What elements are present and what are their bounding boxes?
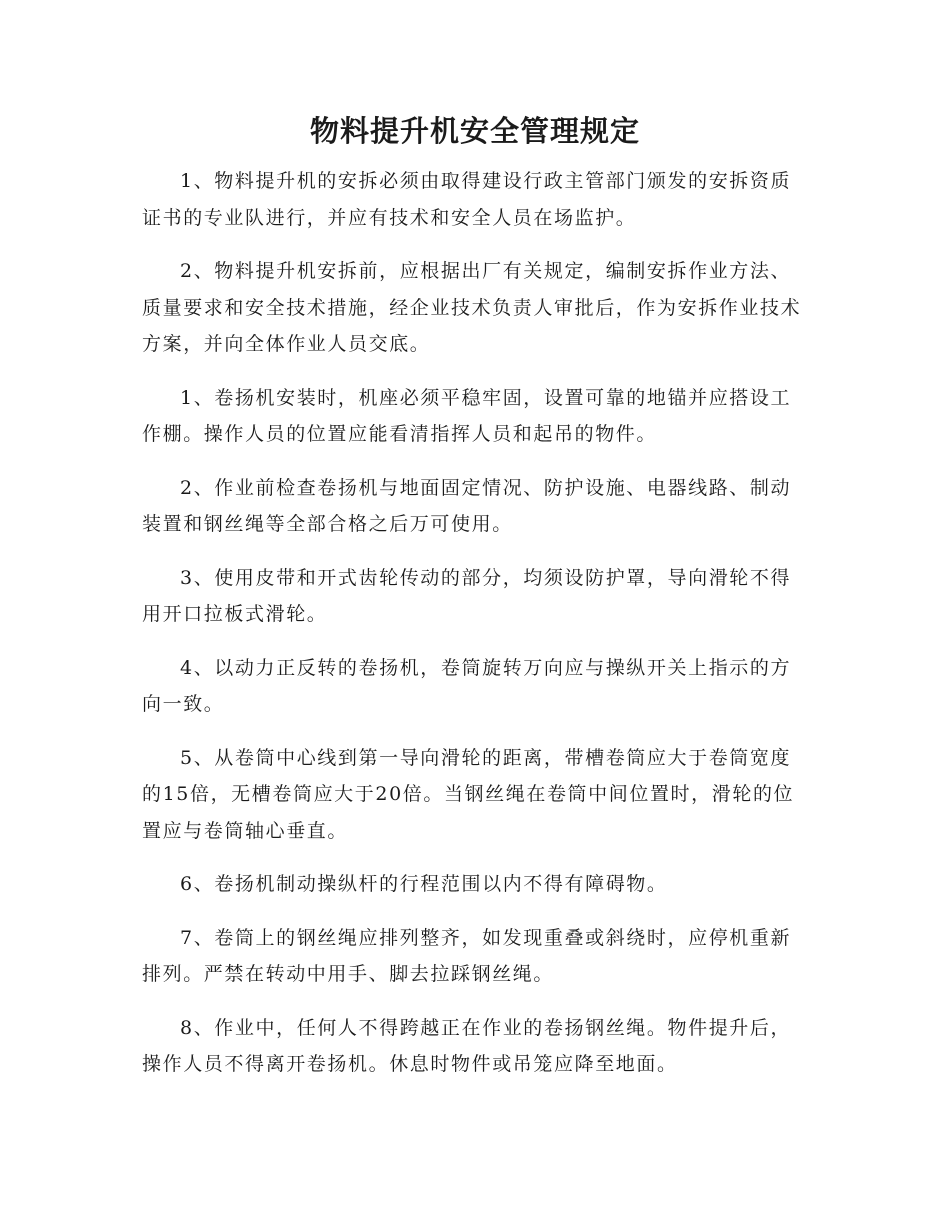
paragraph-9: 7、卷筒上的钢丝绳应排列整齐，如发现重叠或斜绕时，应停机重新排列。严禁在转动中用手、脚去拉踩钢丝绳。 (142, 926, 792, 985)
paragraph-1: 1、物料提升机的安拆必须由取得建设行政主管部门颁发的安拆资质证书的专业队进行，并应有技术和安全人员在场监护。 (142, 170, 792, 229)
paragraph-10: 8、作业中，任何人不得跨越正在作业的卷扬钢丝绳。物件提升后，操作人员不得离开卷扬机。休息时物件或吊笼应降至地面。 (142, 1016, 792, 1075)
document-body (142, 163, 810, 1100)
paragraph-5: 3、使用皮带和开式齿轮传动的部分，均须设防护罩，导向滑轮不得用开口拉板式滑轮。 (142, 566, 792, 625)
paragraph-8: 6、卷扬机制动操纵杆的行程范围以内不得有障碍物。 (180, 873, 668, 895)
paragraph-4: 2、作业前检查卷扬机与地面固定情况、防护设施、电器线路、制动装置和钢丝绳等全部合格之后万可使用。 (142, 476, 792, 535)
paragraph-6: 4、以动力正反转的卷扬机，卷筒旋转万向应与操纵开关上指示的方向一致。 (142, 656, 792, 715)
paragraph-2: 2、物料提升机安拆前，应根据出厂有关规定，编制安拆作业方法、质量要求和安全技术措施，经企业技术负责人审批后，作为安拆作业技术方案，并向全体作业人员交底。 (142, 260, 802, 355)
paragraph-3: 1、卷扬机安装时，机座必须平稳牢固，设置可靠的地锚并应搭设工作棚。操作人员的位置应能看清指挥人员和起吊的物件。 (142, 386, 792, 445)
paragraph-7: 5、从卷筒中心线到第一导向滑轮的距离，带槽卷筒应大于卷筒宽度的15倍，无槽卷筒应大于20倍。当钢丝绳在卷筒中间位置时，滑轮的位置应与卷筒轴心垂直。 (142, 746, 795, 842)
document-title: 物料提升机安全管理规定 (309, 114, 640, 148)
